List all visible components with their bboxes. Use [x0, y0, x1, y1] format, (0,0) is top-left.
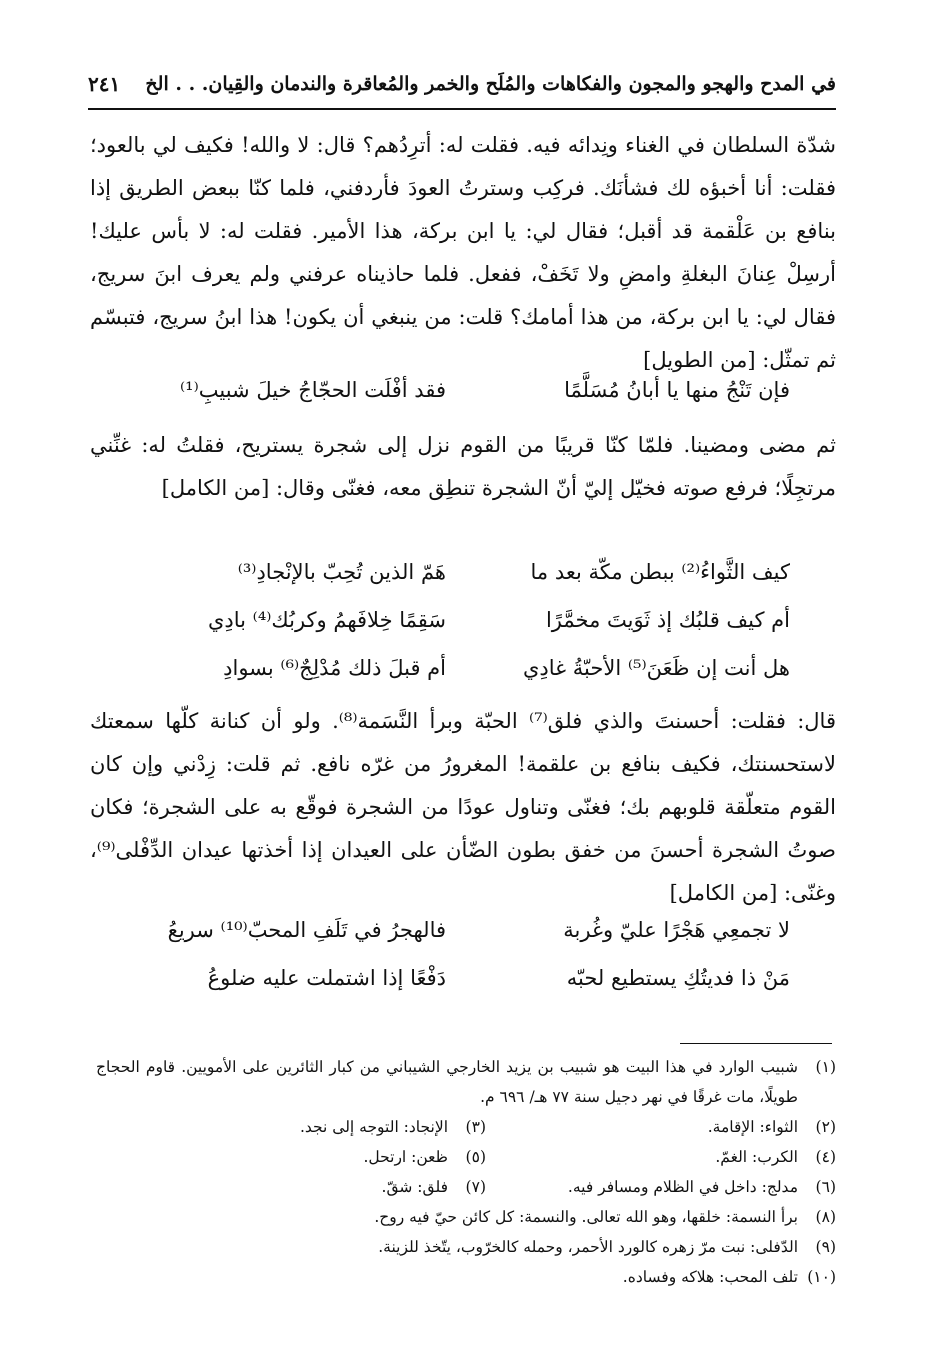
footnote-number: (٥) [465, 1148, 486, 1166]
footnote-7 [136, 1172, 486, 1202]
footnote-text: فلق: شقّ. [381, 1178, 448, 1196]
footnote-rule [680, 1043, 832, 1044]
footnote-number: (١٠) [807, 1268, 836, 1286]
verse-line [130, 954, 790, 1002]
footnote-4 [486, 1142, 836, 1172]
first-hemistich: كيف الثَّواءُ⁽²⁾ ببطن مكّة بعد ما [530, 560, 790, 584]
footnote-pair [96, 1142, 836, 1172]
footnote-10 [96, 1262, 836, 1292]
footnote-number: (٨) [815, 1208, 836, 1226]
footnote-number: (٦) [815, 1178, 836, 1196]
paragraph: قال: فقلت: أحسنتَ والذي فلق⁽⁷⁾ الحبّة وبرأ النَّسَمة⁽⁸⁾. ولو أن كنانة كلّها سمعتك لاستحسنتك، فكيف بنافع بن علقمة! المغرورُ من غرّه نافع. ثم قلت: زِدْني وإن كان القوم متعلّقة قلوبهم بك؛ فغنّى وتناول عودًا من الشجرة فوقّع به على الشجرة؛ فكان صوتُ الشجرة أحسنَ من خفق بطون الضّأن على العيدان إذا أخذتها عيدان الدِّفْلى⁽⁹⁾، وغنّى: [من الكامل] [90, 709, 836, 905]
footnote-text: الكرب: الغمّ. [715, 1148, 798, 1166]
footnote-8 [96, 1202, 836, 1232]
prose-paragraph-3 [90, 700, 836, 915]
verse-line [130, 548, 790, 596]
second-hemistich: سَقِمًا خِلافَهمُ وكربُك⁽⁴⁾ بادِي [207, 608, 446, 632]
verse-block-1 [130, 366, 790, 414]
verse-line [130, 644, 790, 692]
footnote-number: (٩) [815, 1238, 836, 1256]
first-hemistich: فإن تَنْجُ منها يا أبانُ مُسَلَّمًا [564, 378, 790, 402]
footnote-number: (٤) [815, 1148, 836, 1166]
verse-block-3 [130, 906, 790, 1002]
paragraph: شدّة السلطان في الغناء ونِدائه فيه. فقلت له: أترِدُهم؟ قال: لا والله! فكيف لي بالعود؛ فقلت: أنا أخبؤه لك فشأنَك. فركِب وسترتُ العودَ فأردفني، فلما كنّا ببعض الطريق إذا بنافع بن عَلْقمة قد أقبل؛ فقال لي: يا ابن بركة، هذا الأمير. فقلت له: لا بأس عليك! أرسِلْ عِنانَ البغلةِ وامضِ ولا تَخَفْ، ففعل. فلما حاذيناه عرفني ولم يعرف ابنَ سريج، فقال لي: يا ابن بركة، من هذا أمامك؟ قلت: من ينبغي أن يكون! هذا ابنُ سريج، فتبسّم ثم تمثّل: [من الطويل] [90, 133, 836, 372]
footnote-number: (٣) [465, 1118, 486, 1136]
footnote-6 [486, 1172, 836, 1202]
footnote-text: ظعن: ارتحل. [363, 1148, 448, 1166]
header-rule [88, 108, 836, 110]
footnote-text: برأ النسمة: خلقها، وهو الله تعالى. والنسمة: كل كائن حيّ فيه روح. [374, 1208, 798, 1226]
first-hemistich: هل أنت إن ظَعَنَ⁽⁵⁾ الأحبّةُ غادِي [522, 656, 790, 680]
footnote-number: (٧) [465, 1178, 486, 1196]
page-number: ٢٤١ [88, 72, 121, 96]
footnote-pair [96, 1112, 836, 1142]
footnote-3 [136, 1112, 486, 1142]
prose-paragraph-1 [90, 124, 836, 382]
first-hemistich: أم كيف قلبُك إذ ثَوَيتَ مخمَّرًا [545, 608, 790, 632]
footnote-text: الدّفلى: نبت مرّ زهره كالورد الأحمر، وحمله كالخرّوب، يتّخذ للزينة. [378, 1238, 798, 1256]
footnote-text: مدلج: داخل في الظلام ومسافر فيه. [567, 1178, 798, 1196]
second-hemistich: أم قبلَ ذلك مُدْلِجٌ⁽⁶⁾ بسوادِ [223, 656, 446, 680]
verse-line [130, 596, 790, 644]
page-header [88, 62, 836, 106]
second-hemistich: هَمّ الذين تُحِبّ بالإنْجادِ⁽³⁾ [237, 560, 446, 584]
footnote-5 [136, 1142, 486, 1172]
verse-line [130, 366, 790, 414]
footnote-number: (٢) [815, 1118, 836, 1136]
paragraph: ثم مضى ومضينا. فلمّا كنّا قريبًا من القوم نزل إلى شجرة يستريح، فقلتُ له: غنِّني مرتجِلًا؛ فرفع صوته فخيّل إليّ أنّ الشجرة تنطِق معه، فغنّى وقال: [من الكامل] [90, 433, 836, 500]
footnote-9 [96, 1232, 836, 1262]
footnotes [96, 1052, 836, 1292]
first-hemistich: لا تجمعِي هَجْرًا عليّ وغُربة [563, 918, 790, 942]
footnote-text: الإنجاد: التوجه إلى نجد. [299, 1118, 448, 1136]
second-hemistich: فالهجرُ في تَلَفِ المحبّ⁽¹⁰⁾ سريعُ [167, 918, 446, 942]
footnote-text: تلف المحب: هلاكه وفساده. [622, 1268, 798, 1286]
footnote-pair [96, 1172, 836, 1202]
second-hemistich: فقد أفْلَت الحجّاجُ خيلَ شبيبِ⁽¹⁾ [180, 378, 446, 402]
second-hemistich: دَفْعًا إذا اشتملت عليه ضلوعُ [207, 966, 446, 990]
prose-paragraph-2 [90, 424, 836, 510]
footnote-text: شبيب الوارد في هذا البيت هو شبيب بن يزيد الخارجي الشيباني من كبار الثائرين على الأمويين. قاوم الحجاج طويلًا، مات غرقًا في نهر دجيل سنة ٧٧ هـ/ ٦٩٦ م. [96, 1058, 798, 1106]
verse-line [130, 906, 790, 954]
footnote-text: الثواء: الإقامة. [707, 1118, 798, 1136]
verse-block-2 [130, 548, 790, 692]
footnote-1 [96, 1052, 836, 1112]
first-hemistich: مَنْ ذا فديتُكِ يستطيع لحبّه [566, 966, 790, 990]
running-title: في المدح والهجو والمجون والفكاهات والمُلَح والخمر والمُعاقرة والندمان والقِيان. . . الخ [145, 73, 836, 95]
footnote-number: (١) [815, 1058, 836, 1076]
footnote-2 [486, 1112, 836, 1142]
